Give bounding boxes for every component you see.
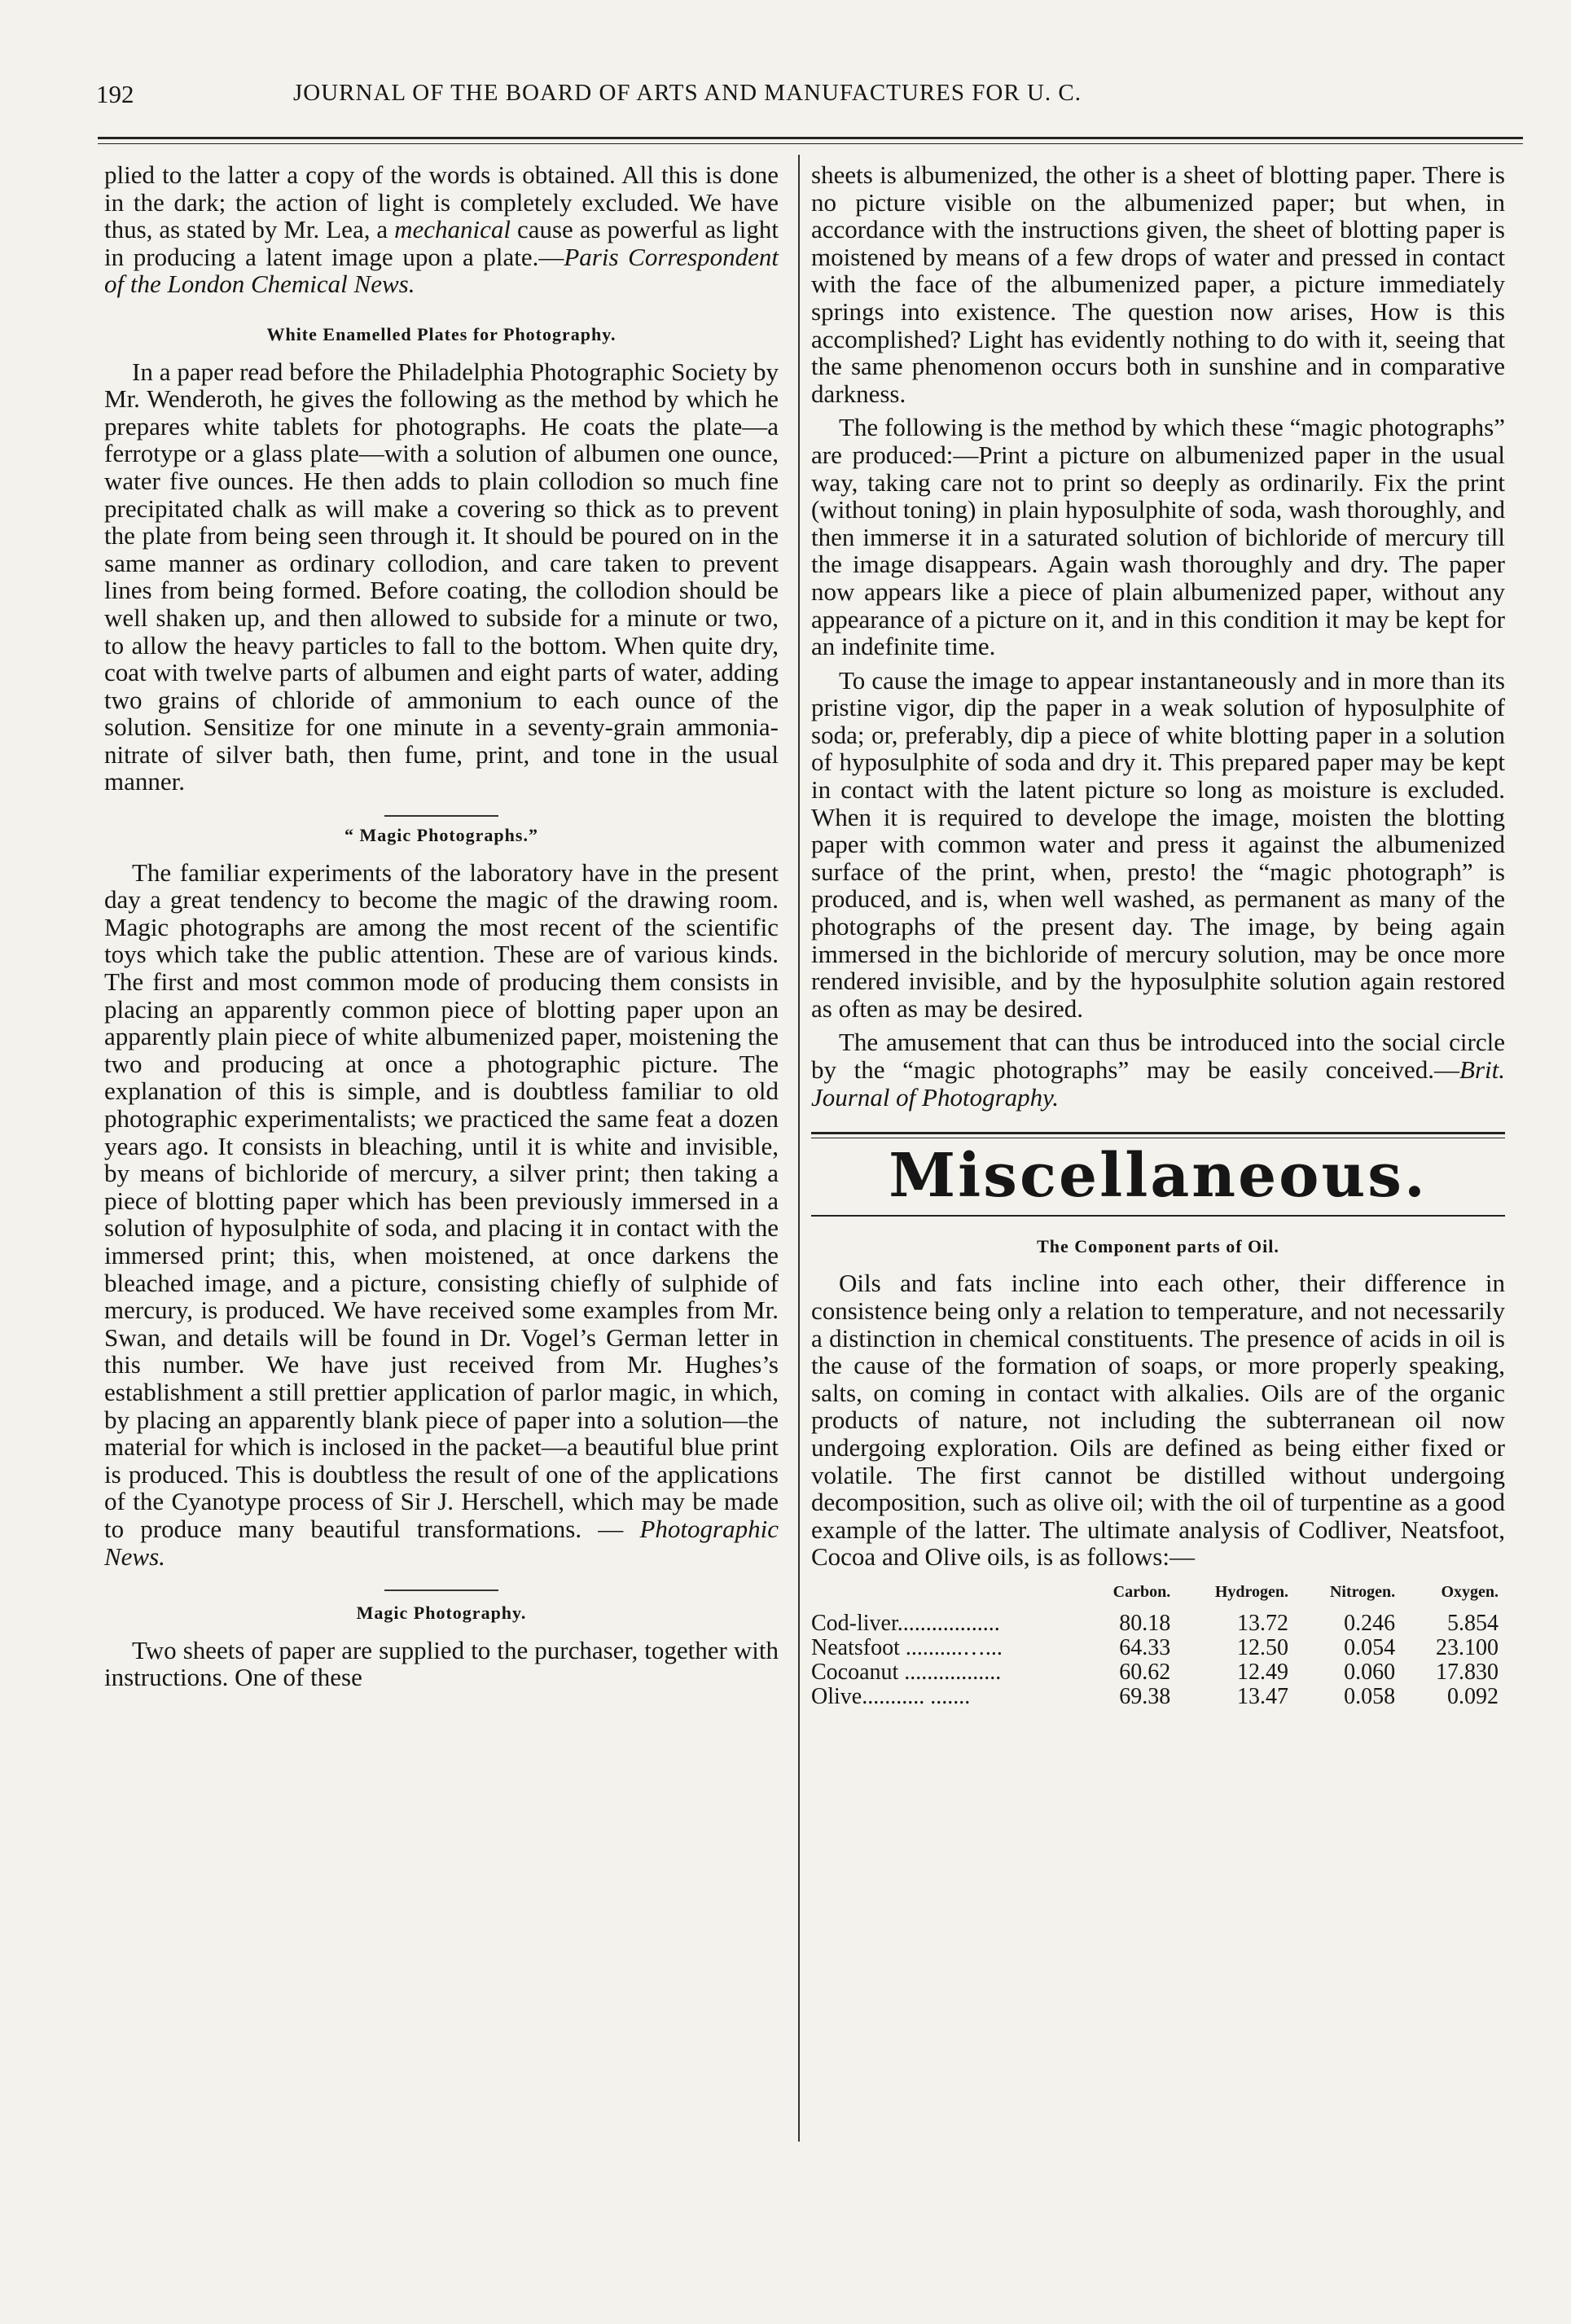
cell: 23.100 bbox=[1436, 1634, 1499, 1660]
paragraph-instant-image: To cause the image to appear instantaneously and in more than its pristine vigor, dip the paper in a weak solution of hyposulphite of soda; or, preferably, dip a piece of white blotting paper in a solution of hyposulphite of soda and dry it. This prepared paper may be kept in contact with the latent picture so long as moisture is excluded. When it is required to develope the image, moisten the blotting paper with common water and press it against the albumenized surface of the print, when, presto! the “magic photograph” is produced, and is, when well washed, as permanent as many of the photographs of the present day. The image, by being again immersed in the bichloride of mercury solution, may be once more rendered invisible, and by the hyposulphite solution again restored as often as may be desired. bbox=[811, 665, 1505, 1023]
column-header: Carbon. bbox=[1112, 1582, 1171, 1601]
oil-analysis-table bbox=[811, 1577, 1505, 1709]
citation: Photographic News. bbox=[104, 1514, 779, 1571]
paragraph-method: The following is the method by which these “magic photographs” are produced:—Print a picture on albumenized paper in the usual way, taking care not to print so deeply as ordinarily. Fix the print (without toning) in plain hyposulphite of soda, wash thoroughly, and then immerse it in a saturated solution of bichloride of mercury till the image disappears. Again wash thoroughly and dry. The paper now appears like a piece of plain albumenized paper, without any appearance of a picture on it, and in this condition it may be kept for an indefinite time. bbox=[811, 413, 1505, 661]
paragraph-white-plates: In a paper read before the Philadelphia Photographic Society by Mr. Wenderoth, he gives the following as the method by which he prepares white tablets for photographs. He coats the plate—a ferrotype or a glass plate—with a solution of albumen one ounce, water five ounces. He then adds to plain collodion so much fine precipitated chalk as will make a covering so thick as to prevent the plate from being seen through it. It should be poured on in the same manner as ordinary collodion, and care taken to prevent lines from being formed. Before coating, the collodion should be well shaken up, and then allowed to subside for a minute or two, to allow the heavy particles to fall to the bottom. When quite dry, coat with twelve parts of albumen and eight parts of water, adding two grains of chloride of ammonium to each ounce of the solution. Sensitize for one minute in a seventy-grain ammonia-nitrate of silver bath, then fume, print, and tone in the usual manner. bbox=[104, 357, 779, 796]
text-run: cause as powerful as light in producing a latent image upon a plate.— bbox=[104, 215, 779, 271]
table-row bbox=[811, 1660, 1505, 1685]
page-header bbox=[81, 80, 1490, 129]
column-header: Hydrogen. bbox=[1214, 1582, 1289, 1601]
paragraph-oils: Oils and fats incline into each other, their difference in consistence being only a relation to temperature, and not necessarily a distinction in chemical constituents. The presence of acids in oil is the cause of the formation of soaps, or more properly speaking, salts, on coming in contact with alkalies. Oils are of the organic products of nature, not including the subterranean oil now undergoing exploration. Oils are defined as being either fixed or volatile. The first cannot be distilled without undergoing decomposition, such as olive oil; with the oil of turpentine as a good example of the latter. The ultimate analysis of Codliver, Neatsfoot, Cocoa and Olive oils, is as follows:— bbox=[811, 1269, 1505, 1572]
cell: 0.092 bbox=[1447, 1683, 1499, 1709]
table-row bbox=[811, 1636, 1505, 1660]
table-header-row bbox=[811, 1577, 1505, 1611]
table-row bbox=[811, 1611, 1505, 1636]
text-run: The familiar experiments of the laboratory have in the present day a great tendency to become the magic of the drawing room. Magic photographs are among the most recent of the scientific toys which take the public attention. These are of various kinds. The first and most common mode of producing them consists in placing an apparently common piece of blotting paper upon an apparently plain piece of white albumenized paper, moistening the two and producing at once a photographic picture. The explanation of this is simple, and is doubtless familiar to old photographic experimentalists; we practiced the same feat a dozen years ago. It consists in bleaching, until it is white and invisible, by means of bichloride of mercury, a silver print; then taking a piece of blotting paper which has been previously immersed in a solution of hyposulphite of soda, and placing it in contact with the immersed print; this, when moistened, at once darkens the bleached image, and a picture, consisting chiefly of sulphide of mercury, is produced. We have received some examples from Mr. Swan, and details will be found in Dr. Vogel’s German letter in this number. We have just received from Mr. Hughes’s establishment a still prettier application of parlor magic, in which, by placing an apparently blank piece of paper into a solution—the material for which is inclosed in the packet—a beautiful blue print is produced. This is doubtless the result of one of the applications of the Cyanotype process of Sir J. Herschell, which may be made to produce many beautiful transformations. — bbox=[104, 857, 779, 1543]
header-rule bbox=[98, 137, 1523, 139]
cell: 0.060 bbox=[1344, 1659, 1396, 1685]
paragraph-amusement bbox=[811, 1028, 1505, 1111]
row-label: Neatsfoot ..........…... bbox=[811, 1634, 1003, 1660]
cell: 12.49 bbox=[1237, 1659, 1289, 1685]
citation: Paris Correspondent of the London Chemical News. bbox=[104, 242, 779, 299]
header-blank bbox=[811, 1577, 1081, 1611]
header-rule-thin bbox=[98, 143, 1523, 144]
section-double-rule bbox=[811, 1132, 1505, 1138]
heading-magic-photographs: “ Magic Photographs.” bbox=[344, 825, 538, 846]
section-title-miscellaneous: Miscellaneous. bbox=[889, 1141, 1428, 1212]
paragraph-magic-photography: Two sheets of paper are supplied to the purchaser, together with instructions. One of these bbox=[104, 1635, 779, 1692]
cell: 12.50 bbox=[1237, 1634, 1289, 1660]
text-italic: mechanical bbox=[394, 215, 511, 244]
paragraph-magic-photographs bbox=[104, 859, 779, 1570]
cell: 69.38 bbox=[1119, 1683, 1171, 1709]
table-row bbox=[811, 1685, 1505, 1709]
cell: 0.246 bbox=[1344, 1610, 1396, 1636]
section-divider bbox=[384, 815, 498, 817]
row-label: Olive........... ....... bbox=[811, 1683, 971, 1709]
cell: 13.72 bbox=[1237, 1610, 1289, 1636]
column-divider bbox=[798, 155, 800, 2142]
cell: 17.830 bbox=[1436, 1659, 1499, 1685]
row-label: Cod-liver.................. bbox=[811, 1610, 1000, 1636]
section-rule bbox=[811, 1215, 1505, 1217]
page-number: 192 bbox=[96, 80, 134, 108]
heading-magic-photography: Magic Photography. bbox=[356, 1603, 527, 1624]
right-column bbox=[811, 161, 1505, 1709]
cell: 64.33 bbox=[1119, 1634, 1171, 1660]
running-title: JOURNAL OF THE BOARD OF ARTS AND MANUFACTURES FOR U. C. bbox=[293, 80, 1082, 106]
paragraph-continued bbox=[104, 161, 779, 298]
cell: 60.62 bbox=[1119, 1659, 1171, 1685]
heading-component-parts-of-oil: The Component parts of Oil. bbox=[1037, 1235, 1279, 1256]
row-label: Cocoanut ................. bbox=[811, 1659, 1002, 1685]
cell: 13.47 bbox=[1237, 1683, 1289, 1709]
section-divider bbox=[384, 1590, 498, 1591]
cell: 0.058 bbox=[1344, 1683, 1396, 1709]
cell: 5.854 bbox=[1447, 1610, 1499, 1636]
heading-white-enamelled-plates: White Enamelled Plates for Photography. bbox=[266, 323, 617, 344]
citation: Brit. Journal of Photography. bbox=[811, 1055, 1505, 1112]
column-header: Nitrogen. bbox=[1329, 1582, 1396, 1601]
column-header: Oxygen. bbox=[1441, 1582, 1499, 1601]
text-run: plied to the latter a copy of the words is obtained. All this is done in the dark; the action of light is completely excluded. We have thus, as stated by Mr. Lea, a bbox=[104, 160, 779, 244]
text-run: The amusement that can thus be introduced into the social circle by the “magic photographs” may be easily conceived.— bbox=[811, 1028, 1505, 1084]
cell: 80.18 bbox=[1119, 1610, 1171, 1636]
cell: 0.054 bbox=[1344, 1634, 1396, 1660]
left-column bbox=[104, 161, 779, 1698]
paragraph-continued: sheets is albumenized, the other is a sheet of blotting paper. There is no picture visible on the albumenized paper; but when, in accordance with the instructions given, the sheet of blotting paper is moistened by means of a few drops of water and pressed in contact with the face of the albumenized paper, a picture immediately springs into existence. The question now arises, How is this accomplished? Light has evidently nothing to do with it, seeing that the same phenomenon occurs both in sunshine and in comparative darkness. bbox=[811, 160, 1505, 408]
